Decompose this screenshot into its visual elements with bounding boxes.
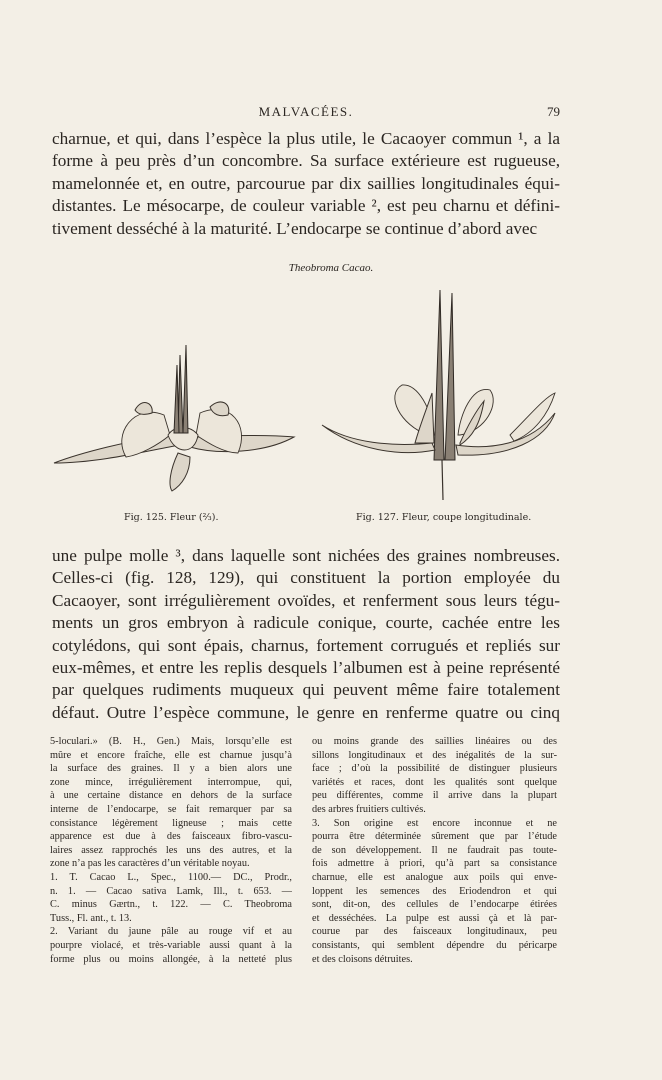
footnote-line: 2. Variant du jaune pâle au rouge vif et au [50, 926, 292, 938]
footnote-line: et des cloisons détruites. [312, 953, 413, 965]
text-line: eux-mêmes, et entre les replis desquels l’albumen est à peine représenté [52, 658, 560, 678]
footnote-line: pourra être déterminée sûrement que par l’étude [312, 831, 557, 843]
footnote-line: apparence est due à des faisceaux fibro-vascu- [50, 831, 292, 843]
botanical-illustration [40, 285, 580, 510]
fig127-section-drawing [322, 290, 555, 500]
footnote-line: sillons longitudinaux et des inégalités de la sur- [312, 749, 557, 761]
text-line: Celles-ci (fig. 128, 129), qui constituent la portion employée du [52, 568, 560, 588]
page-number: 79 [547, 104, 560, 119]
text-line: par quelques rudiments muqueux qui peuvent même faire totalement [52, 680, 560, 700]
footnotes-left-column [50, 735, 292, 966]
footnote-line: face ; d’où la possibilité de distinguer plusieurs [312, 763, 557, 775]
footnote-line: des arbres fruitiers cultivés. [312, 803, 426, 815]
footnote-line: la surface des graines. Il y a bien alors une [50, 763, 292, 775]
footnote-line: C. minus Gærtn., t. 122. — C. Theobroma [50, 899, 292, 911]
fig125-caption: Fig. 125. Fleur (⅔). [124, 512, 219, 523]
paragraph-2 [52, 545, 560, 724]
footnote-line: et desséchées. La pulpe est aussi çà et là par- [312, 912, 557, 924]
text-line: une pulpe molle ³, dans laquelle sont nichées des graines nombreuses. [52, 546, 560, 565]
footnote-line: charnue, elle est analogue aux poils qui enve- [312, 871, 557, 883]
footnote-line: à une certaine distance en dehors de la surface [50, 790, 292, 802]
footnote-line: 5-loculari.» (B. H., Gen.) Mais, lorsqu’elle est [50, 736, 292, 747]
footnote-line: forme plus ou moins allongée, à la netteté plus [50, 953, 292, 965]
text-line: charnue, et qui, dans l’espèce la plus utile, le Cacaoyer commun ¹, a la [52, 129, 560, 148]
plate-caption: Theobroma Cacao. [288, 262, 374, 274]
page-header [52, 104, 560, 124]
text-line: forme à peu près d’un concombre. Sa surface extérieure est rugueuse, [52, 151, 560, 171]
footnote-line: ou moins grande des saillies linéaires ou des [312, 736, 557, 747]
text-line: défaut. Outre l’espèce commune, le genre en renferme quatre ou cinq [52, 702, 560, 722]
footnote-line: consistants, qui semblent dépendre du péricarpe [312, 939, 557, 951]
footnote-line: variétés et races, dont les qualités sont quelque [312, 776, 557, 788]
footnote-line: 1. T. Cacao L., Spec., 1100.— DC., Prodr., [50, 871, 292, 883]
running-head: MALVACÉES. [258, 104, 354, 119]
fig127-caption: Fig. 127. Fleur, coupe longitudinale. [356, 512, 532, 523]
footnote-line: de son développement. Il ne faudrait pas toute- [312, 844, 557, 856]
footnote-line: loppent les semences des Eriodendron et qui [312, 885, 557, 897]
footnote-line: fois admettre à priori, qu’à part sa consistance [312, 858, 557, 870]
footnote-line: laires assez rapprochés les uns des autres, et la [50, 844, 292, 856]
paragraph-1 [52, 128, 560, 240]
footnote-line: zone mince, irrégulièrement interrompue, qui, [50, 776, 292, 788]
footnote-line: Tuss., Fl. ant., t. 13. [50, 912, 132, 924]
footnote-line: pourpre violacé, et très-variable aussi quant à la [50, 939, 292, 951]
text-line: tivement desséché à la maturité. L’endocarpe se continue d’abord avec [52, 218, 538, 238]
fig125-flower-drawing [54, 345, 294, 491]
footnote-line: zone n’a pas les caractères d’un véritable noyau. [50, 858, 250, 870]
text-line: mamelonnée et, en outre, parcourue par dix saillies longitudinales équi- [52, 173, 560, 193]
footnote-line: consistance légèrement ligneuse ; mais cette [50, 817, 292, 829]
text-line: ments un gros embryon à radicule conique, courte, cachée entre les [52, 613, 560, 633]
footnote-line: sont, dit-on, des cellules de l’endocarpe étirées [312, 899, 557, 911]
footnote-line: peu différentes, comme il arrive dans la plupart [312, 790, 557, 802]
footnote-line: mûre et encore fraîche, elle est charnue jusqu’à [50, 749, 292, 761]
text-line: distantes. Le mésocarpe, de couleur variable ², est peu charnu et défini- [52, 196, 560, 216]
text-line: Cacaoyer, sont irrégulièrement ovoïdes, et renferment sous leurs tégu- [52, 590, 560, 610]
footnote-line: 3. Son origine est encore inconnue et ne [312, 817, 557, 829]
footnotes-right-column [312, 735, 557, 966]
footnote-line: courue par des faisceaux longitudinaux, peu [312, 926, 557, 938]
footnote-line: n. 1. — Cacao sativa Lamk, Ill., t. 653. — [50, 885, 292, 897]
footnote-line: interne de l’endocarpe, se fait remarquer par sa [50, 803, 292, 815]
text-line: cotylédons, qui sont épais, charnus, fortement corrugués et repliés sur [52, 635, 560, 655]
